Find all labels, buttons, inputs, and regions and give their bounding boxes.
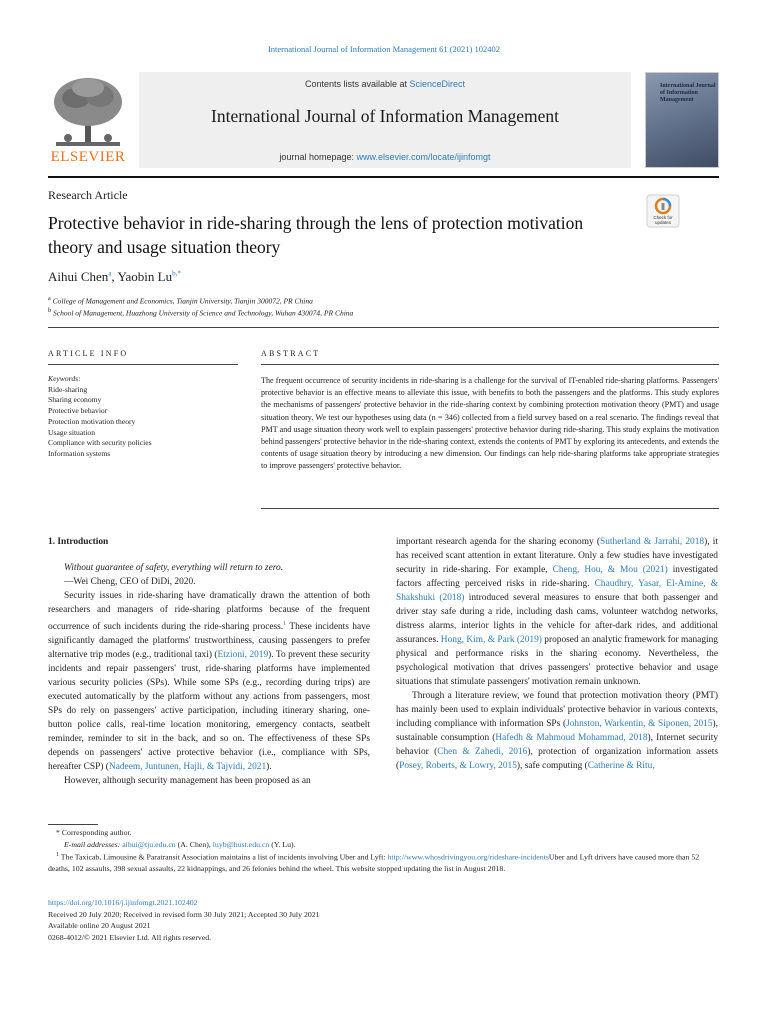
keyword-item[interactable]: Compliance with security policies (48, 438, 152, 448)
footnote-divider (48, 824, 98, 825)
check-updates-label: Check for updates (653, 215, 673, 225)
keyword-item[interactable]: Usage situation (48, 427, 96, 437)
footnote-text: Corresponding author. (59, 828, 132, 837)
paragraph-text: investigated factors affecting perceived risks in ride-sharing. (396, 565, 718, 589)
journal-cover-image[interactable] (645, 72, 719, 168)
citation-link[interactable]: Chaudhry, Yasar, El-Amine, & Shakshuki (2018) (396, 579, 718, 603)
affil-text: College of Management and Economics, Tianjin University, Tianjin 300072, PR China (50, 296, 313, 306)
journal-banner-center (139, 72, 631, 168)
publisher-name: ELSEVIER (50, 149, 126, 165)
footnotes (48, 827, 719, 875)
email-owner: (A. Chen), (175, 839, 213, 849)
author-name[interactable]: Yaobin Lu (117, 269, 173, 284)
keyword-item[interactable]: Information systems (48, 448, 111, 458)
body-paragraph (396, 535, 718, 689)
author-separator: , (111, 269, 118, 284)
abstract-heading: ABSTRACT (261, 349, 321, 358)
elsevier-tree-icon (48, 72, 128, 152)
body-left-column (48, 535, 370, 788)
email-note (48, 839, 719, 851)
homepage-line (139, 152, 631, 162)
footnote-mark: * (56, 828, 60, 837)
cover-title: International Journal of Information Management (660, 83, 716, 103)
citation-link[interactable]: Catherine & Ritu, (587, 761, 655, 771)
keyword-item[interactable]: Ride-sharing (48, 384, 88, 394)
footnote-1 (48, 850, 719, 875)
info-divider (48, 364, 238, 365)
journal-banner (48, 72, 719, 168)
keyword-item[interactable]: Protection motivation theory (48, 416, 136, 426)
keyword-item[interactable]: Protective behavior (48, 406, 108, 416)
homepage-link[interactable]: www.elsevier.com/locate/ijinfomgt (356, 152, 491, 162)
author-name[interactable]: Aihui Chen (48, 269, 109, 284)
paragraph-text: ), sustainable consumption ( (396, 719, 718, 743)
sciencedirect-link[interactable]: ScienceDirect (409, 79, 466, 89)
epigraph-quote: Without guarantee of safety, everything will return to zero. (64, 563, 284, 573)
paragraph-text: Through a literature review, we found that protection motivation theory (PMT) has mainly been used to explain individuals' protective behavior in various contexts, including compliance with information SPs ( (396, 691, 718, 729)
author-list (48, 269, 181, 285)
abstract-divider (261, 364, 719, 365)
body-paragraph (48, 589, 370, 774)
citation-link[interactable]: Nadeem, Juntunen, Hajli, & Tajvidi, 2021 (108, 762, 267, 773)
email-owner: (Y. Lu). (269, 839, 296, 849)
paragraph-text: ). (266, 762, 272, 773)
footnote-text: Uber and Lyft drivers have caused more than 52 deaths, 102 assaults, 398 sexual assaults, 22 kidnappings, and 26 felonies behind the wheel. This website stopped updating the list in August 2018. (48, 852, 700, 874)
citation-link[interactable]: Cheng, Hou, & Mou (2021) (552, 565, 668, 575)
affiliation-b (48, 307, 353, 318)
citation-link[interactable]: Sutherland & Jarrahi, 2018 (600, 537, 705, 547)
paragraph-text: ). To prevent these security incidents and repair passengers' trust, ride-sharing platforms have implemented various security policies (SPs). While some SPs (e.g., recording during trips) are executed automatically by the platform without any actions from passengers, most SPs do rely on passengers' active participation, including itinerary sharing, one-button police calls, real-time location monitoring, emergency contacts, seatbelt reminder, reminder to sit in the back, and so on. The effectiveness of these SPs depends on passengers' active protective behavior (i.e., compliance with SPs, hereafter CSP) ( (48, 650, 371, 773)
author-affil-mark[interactable]: a (108, 269, 112, 278)
article-meta (48, 897, 719, 943)
corresponding-author-note (48, 827, 719, 839)
paragraph-text: Security issues in ride-sharing have dramatically drawn the attention of both researchers and managers of ride-sharing platforms because of the frequent occurrence of such incidents during the ride-sharing process. (48, 591, 370, 633)
article-info-heading: ARTICLE INFO (48, 349, 129, 358)
paragraph-text: ), Internet security behavior ( (396, 733, 719, 757)
paragraph-text: ), it has received scant attention in extant literature. Only a few studies have investigated security in ride-sharing. For example, (396, 537, 718, 575)
citation-link[interactable]: Hong, Kim, & Park (2019) (440, 635, 542, 645)
author-affil-mark[interactable]: b,* (172, 269, 181, 278)
citation-link[interactable]: Etzioni, 2019 (217, 650, 269, 661)
body-paragraph: However, although security management has been proposed as an (64, 776, 311, 787)
affiliation-divider (48, 327, 719, 328)
article-title: Protective behavior in ride-sharing through the lens of protection motivation theory and usage situation theory (48, 213, 584, 257)
copyright: 0268-4012/© 2021 Elsevier Ltd. All rights reserved. (48, 932, 212, 942)
homepage-label: journal homepage: (279, 152, 357, 162)
elsevier-logo[interactable] (48, 72, 128, 168)
email-link[interactable]: aihui@tju.edu.cn (122, 839, 176, 849)
body-right-column (396, 535, 718, 773)
header-divider (48, 176, 719, 178)
contents-prefix: Contents lists available at (304, 79, 410, 89)
email-label: E-mail addresses: (64, 839, 123, 849)
doi-link[interactable]: https://doi.org/10.1016/j.ijinfomgt.2021.102402 (48, 898, 198, 907)
affil-text: School of Management, Huazhong University of Science and Technology, Wuhan 430074, PR China (51, 308, 354, 318)
epigraph-author: —Wei Cheng, CEO of DiDi, 2020. (64, 577, 196, 587)
paragraph-text: ), safe computing ( (516, 761, 588, 771)
contents-line (139, 79, 631, 89)
check-for-updates-badge[interactable] (646, 194, 680, 228)
abstract-bottom-divider (261, 508, 719, 509)
paragraph-text: These incidents have significantly damaged the platforms' trustworthiness, causing passengers to prefer alternative trip modes (e.g., traditional taxi) ( (48, 622, 370, 661)
footnote-url-link[interactable]: http://www.whosdrivingyou.org/rideshare-incidents (387, 852, 549, 862)
keyword-item[interactable]: Sharing economy (48, 395, 102, 405)
section-heading: 1. Introduction (48, 537, 109, 547)
footnote-ref[interactable]: 1 (283, 621, 287, 627)
article-type: Research Article (48, 188, 128, 202)
paragraph-text: proposed an analytic framework for managing physical and performance risks in the sharing economy. Nevertheless, the psychological motivation that drives passengers' protective behavior and usage situations that stimulate passengers' motivation remain unknown. (396, 635, 718, 687)
paragraph-text: introduced several measures to ensure that both passenger and driver stay safe during a ride, including dash cams, volunteer watchdog networks, distress alarms, interior lights in the vehicle for after-dark rides, and additional assurances. (396, 593, 718, 645)
keywords-label: Keywords: (48, 374, 81, 383)
abstract-text: The frequent occurrence of security incidents in ride-sharing is a challenge for the survival of IT-enabled ride-sharing platforms. Passengers' protective behavior is an effective means to alleviate this issue, with benefits to both the passengers and the platforms. This study explores the mechanisms of passengers' protective behavior in the ride-sharing context by combining protection motivation theory (PMT) and usage situation theory. We test our hypotheses using data (n = 346) collected from a field survey based on a real scenario. The findings reveal that PMT and usage situation theory work well to explain passengers' protective behavior during ride-sharing. This study explains the motivation behind passengers' protective behavior in the ride-sharing context, extends the contents of PMT by exploring its antecedents, and extends the contents of usage situation theory by introducing a new dimension. Our findings can help ride-sharing platforms take appropriate strategies to improve passengers' protective behavior. (261, 376, 719, 471)
citation-link[interactable]: Chen & Zahedi, 2016 (437, 747, 528, 757)
affil-mark: b (48, 307, 52, 314)
citation-link[interactable]: Posey, Roberts, & Lowry, 2015 (399, 761, 517, 771)
keywords-block (48, 374, 238, 460)
paragraph-text: ), protection of organization information assets ( (396, 747, 718, 771)
citation-link[interactable]: Hafedh & Mahmoud Mohammad, 2018 (495, 733, 648, 743)
journal-title: International Journal of Information Management (211, 106, 559, 126)
received-dates: Received 20 July 2020; Received in revised form 30 July 2021; Accepted 30 July 2021 (48, 909, 320, 919)
affil-mark: a (48, 295, 51, 302)
footnote-text: The Taxicab, Limousine & Paratransit Association maintains a list of incidents involving Uber and Lyft: (59, 852, 388, 862)
available-online: Available online 20 August 2021 (48, 921, 151, 930)
affiliation-a (48, 295, 313, 306)
body-paragraph (396, 689, 718, 773)
journal-citation[interactable]: International Journal of Information Management 61 (2021) 102402 (267, 44, 501, 54)
paragraph-text: important research agenda for the sharing economy ( (396, 537, 601, 547)
footnote-mark: 1 (56, 852, 59, 858)
citation-link[interactable]: Johnston, Warkentin, & Siponen, 2015 (566, 719, 713, 729)
email-link[interactable]: luyb@hust.edu.cn (212, 839, 270, 849)
